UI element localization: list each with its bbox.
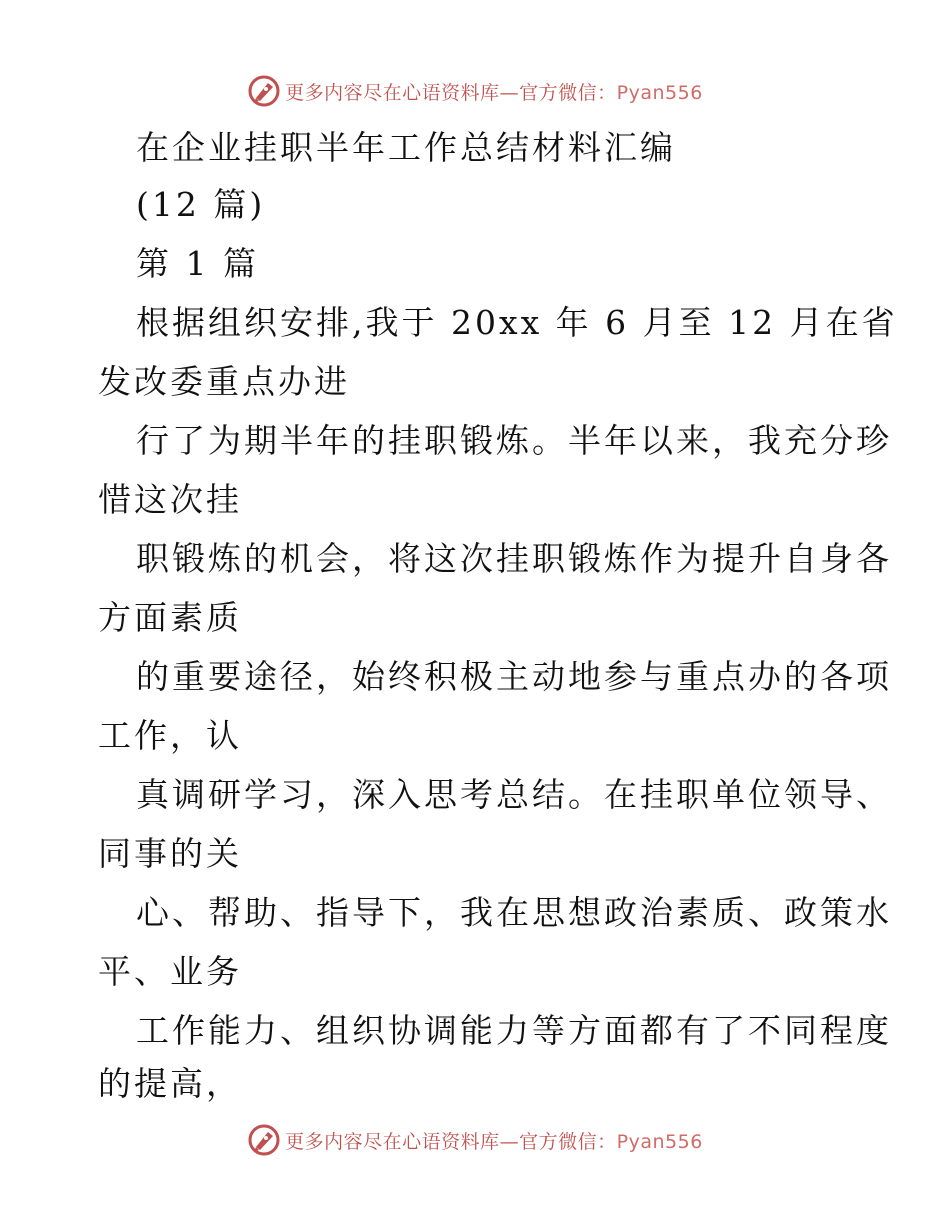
paragraph-line: 同事的关 [98, 834, 242, 873]
footer-watermark-banner [0, 1120, 950, 1160]
paragraph-line: 方面素质 [98, 598, 242, 637]
document-title: 在企业挂职半年工作总结材料汇编 [136, 128, 676, 167]
section-heading: 第 1 篇 [136, 244, 259, 283]
paragraph-line: 职锻炼的机会，将这次挂职锻炼作为提升自身各 [136, 539, 892, 578]
paragraph-line: 根据组织安排,我于 20xx 年 6 月至 12 月在省 [136, 303, 898, 342]
paragraph-line: 行了为期半年的挂职锻炼。半年以来，我充分珍 [136, 421, 892, 460]
footer-watermark-text: 更多内容尽在心语资料库—官方微信：Pyan556 [285, 1130, 703, 1153]
paragraph-line: 平、业务 [98, 952, 242, 991]
paragraph-line: 惜这次挂 [98, 480, 242, 519]
pen-nib-logo-icon [247, 1123, 281, 1157]
header-watermark-text: 更多内容尽在心语资料库—官方微信：Pyan556 [285, 81, 703, 104]
header-watermark-handle: Pyan556 [616, 81, 703, 104]
paragraph-line: 心、帮助、指导下，我在思想政治素质、政策水 [136, 893, 892, 932]
paragraph-line: 真调研学习，深入思考总结。在挂职单位领导、 [136, 775, 892, 814]
paragraph-line: 工作能力、组织协调能力等方面都有了不同程度 [136, 1011, 892, 1050]
paragraph-line: 的提高， [98, 1064, 242, 1103]
paragraph-line: 的重要途径，始终积极主动地参与重点办的各项 [136, 657, 892, 696]
paragraph-line: 发改委重点办进 [98, 362, 350, 401]
footer-watermark-handle: Pyan556 [616, 1130, 703, 1153]
document-subtitle: (12 篇) [136, 185, 266, 224]
paragraph-line: 工作，认 [98, 716, 242, 755]
